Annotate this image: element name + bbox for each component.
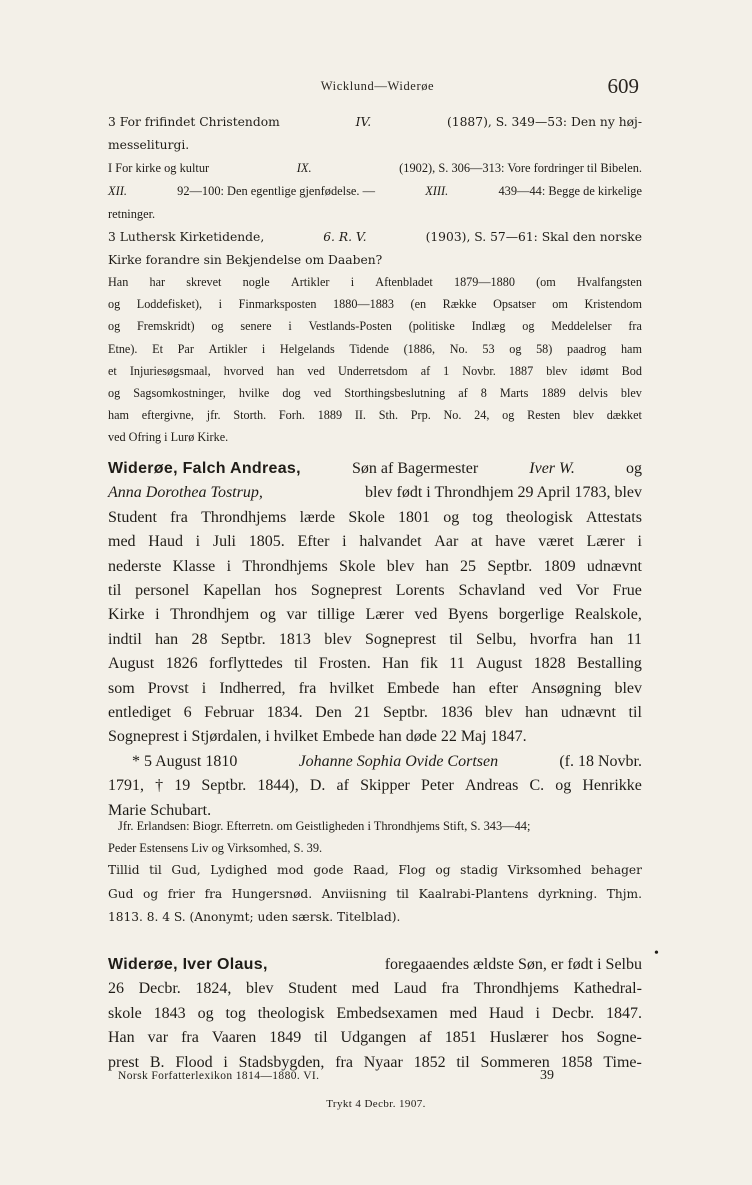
running-head: Wicklund—Widerøe: [320, 79, 435, 93]
work-item-line: 3 Luthersk Kirketidende, 6. R. V. (1903), S. 57—61: Skal den norske: [108, 230, 642, 244]
work-item-line: I For kirke og kultur IX. (1902), S. 306—313: Vore fordringer til Bibelen.: [108, 161, 642, 175]
reference-line: Peder Estensens Liv og Virksomhed, S. 39.: [108, 841, 323, 855]
entry-line: Sogneprest i Stjørdalen, i hvilket Embede han døde 22 Maj 1847.: [108, 728, 527, 746]
marriage-line: * 5 August 1810 Johanne Sophia Ovide Cortsen (f. 18 Novbr.: [132, 752, 642, 770]
entry-line: Kirke i Throndhjem og var tillige Lærer ved Byens borgerlige Realskole,: [108, 606, 642, 624]
entry-line: til personel Kapellan hos Sogneprest Lorents Schavland ved Vor Frue: [108, 582, 642, 600]
work-item-line: Kirke forandre sin Bekjendelse om Daaben?: [108, 253, 383, 267]
work-item-line: messeliturgi.: [108, 138, 190, 152]
references: [108, 815, 642, 859]
biographical-note: Han har skrevet nogle Artikler i Aftenbladet 1879—1880 (om Hvalfangsten og Loddefisket), i Finmarksposten 1880—1883 (en Række Opsatser om Kristendom og Fremskridt) og senere i Vestlands-Posten (politiske Indlæg og Meddelelser fra Etne). Et Par Artikler i Helgelands Tidende (1886, No. 53 og 58) paadrog ham et Injuriesøgsmaal, hvorved han ved Underretsdom af 1 Novbr. 1887 blev idømt Bod og Sagsomkostninger, hvilke dog ved Storthingsbeslutning af 8 Marts 1889 delvis blev ham eftergivne, jfr. Storth. Forh. 1889 II. Sth. Prp. No. 24, og Resten blev dækket ved Ofring i Lurø Kirke.: [108, 275, 642, 445]
work-item-line: XII. 92—100: Den egentlige gjenfødelse. — XIII. 439—44: Begge de kirkelige: [108, 184, 642, 198]
entry-line: nederste Klasse i Throndhjems Skole blev han 25 Septbr. 1809 udnævnt: [108, 557, 642, 575]
marriage-line: 1791, † 19 Septbr. 1844), D. af Skipper Peter Andreas C. og Henrikke: [108, 777, 642, 795]
entry-line: indtil han 28 Septbr. 1813 blev Sogneprest til Selbu, hvorfra han 11: [108, 630, 642, 648]
print-date: Trykt 4 Decbr. 1907.: [326, 1098, 426, 1110]
work-item-line: Gud og frier fra Hungersnød. Anviisning til Kaalrabi-Plantens dyrkning. Thjm.: [108, 886, 642, 901]
work-item-line: retninger.: [108, 207, 156, 221]
reference-line: Jfr. Erlandsen: Biogr. Efterretn. om Geistligheden i Throndhjems Stift, S. 343—44;: [118, 819, 531, 833]
entry-line: med Haud i Juli 1805. Efter i halvandet Aar at have været Lærer i: [108, 533, 642, 551]
entry-line: prest B. Flood i Stadsbygden, fra Nyaar 1852 til Sommeren 1858 Time-: [108, 1053, 642, 1071]
page-header: [110, 74, 645, 98]
margin-mark: •: [654, 946, 659, 961]
entry-heading: Widerøe, Falch Andreas,: [108, 460, 301, 477]
entry-iver-olaus-wideroe: [108, 953, 642, 1075]
entry-line: Han var fra Vaaren 1849 til Udgangen af 1851 Huslærer hos Sogne-: [108, 1029, 642, 1047]
entry-falch-andreas-wideroe: [108, 457, 642, 823]
works-list: [108, 859, 642, 930]
entry-line: August 1826 forflyttedes til Frosten. Han fik 11 August 1828 Bestalling: [108, 655, 642, 673]
entry-line: 26 Decbr. 1824, blev Student med Laud fra Throndhjems Kathedral-: [108, 980, 642, 998]
entry-line: skole 1843 og tog theologisk Embedsexamen med Haud i Decbr. 1847.: [108, 1004, 642, 1022]
entry-line: Student fra Throndhjems lærde Skole 1801 og tog theologisk Attestats: [108, 508, 642, 526]
sheet-number: 39: [540, 1068, 554, 1083]
entry-first-line: Widerøe, Iver Olaus, foregaaendes ældste Søn, er født i Selbu: [108, 953, 642, 977]
work-item-line: 1813. 8. 4 S. (Anonymt; uden særsk. Titelblad).: [108, 910, 401, 924]
page-number: 609: [607, 74, 639, 98]
work-item-line: 3 For frifindet Christendom IV. (1887), S. 349—53: Den ny høj-: [108, 115, 642, 129]
entry-line: Anna Dorothea Tostrup, blev født i Throndhjem 29 April 1783, blev: [108, 484, 642, 502]
entry-line: som Provst i Indherred, fra hvilket Embede han efter Ansøgning blev: [108, 679, 642, 697]
marriage-line: Marie Schubart.: [108, 801, 212, 819]
previous-entry-continuation: [108, 110, 642, 449]
series-signature: Norsk Forfatterlexikon 1814—1880. VI.: [118, 1070, 320, 1082]
work-item-line: Tillid til Gud, Lydighed mod gode Raad, Flog og stadig Virksomhed behager: [108, 863, 642, 877]
entry-heading: Widerøe, Iver Olaus,: [108, 956, 268, 973]
entry-line: entlediget 6 Februar 1834. Den 21 Septbr. 1836 blev han udnævnt til: [108, 704, 642, 722]
entry-first-line: Widerøe, Falch Andreas, Søn af Bagermester Iver W. og: [108, 457, 642, 481]
